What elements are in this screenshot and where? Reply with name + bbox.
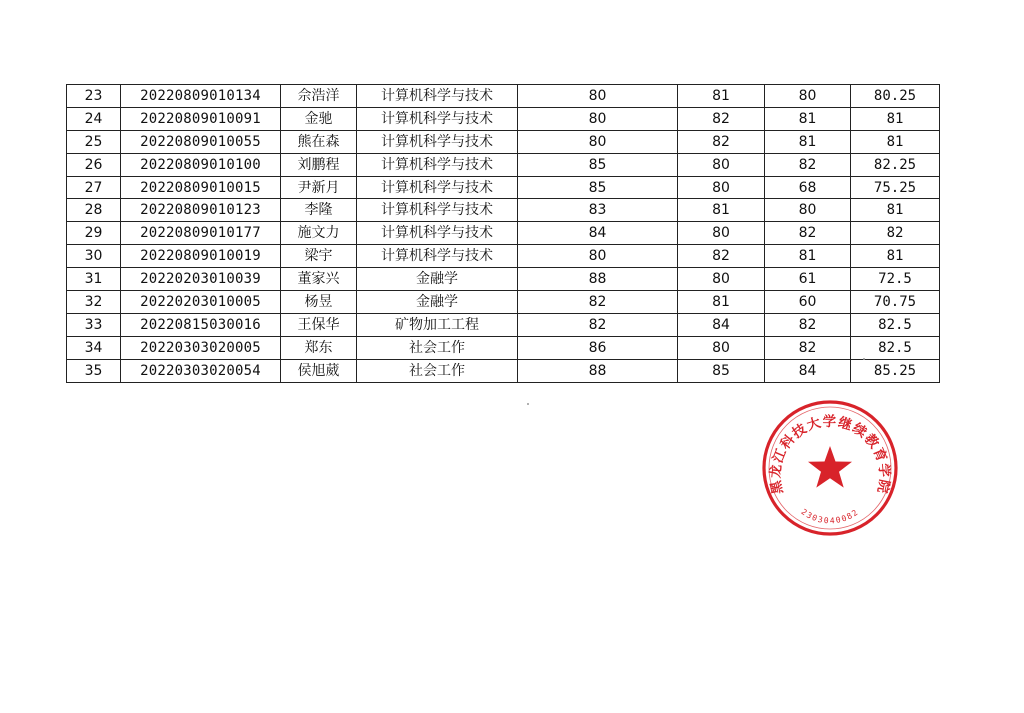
score-2-cell: 82: [678, 245, 765, 268]
student-name-cell: 佘浩洋: [281, 85, 357, 108]
student-name-cell: 刘鹏程: [281, 153, 357, 176]
row-number-cell: 34: [67, 336, 121, 359]
score-2-cell: 80: [678, 153, 765, 176]
score-2-cell: 80: [678, 336, 765, 359]
score-3-cell: 80: [765, 85, 851, 108]
student-name-cell: 杨昱: [281, 291, 357, 314]
score-3-cell: 81: [765, 107, 851, 130]
major-cell: 金融学: [357, 268, 518, 291]
table-row: [67, 313, 940, 336]
student-name-cell: 侯旭葳: [281, 359, 357, 382]
total-score-cell: 80.25: [851, 85, 940, 108]
total-score-cell: 82.25: [851, 153, 940, 176]
row-number-cell: 25: [67, 130, 121, 153]
student-id-cell: 20220815030016: [121, 313, 281, 336]
student-name-cell: 王保华: [281, 313, 357, 336]
score-1-cell: 82: [518, 313, 678, 336]
score-2-cell: 80: [678, 176, 765, 199]
score-1-cell: 80: [518, 130, 678, 153]
total-score-cell: 81: [851, 245, 940, 268]
student-id-cell: 20220303020005: [121, 336, 281, 359]
total-score-cell: 81: [851, 199, 940, 222]
score-2-cell: 81: [678, 199, 765, 222]
score-1-cell: 85: [518, 153, 678, 176]
row-number-cell: 23: [67, 85, 121, 108]
score-3-cell: 80: [765, 199, 851, 222]
total-score-cell: 82.5: [851, 313, 940, 336]
total-score-cell: 82: [851, 222, 940, 245]
total-score-cell: 82.5: [851, 336, 940, 359]
score-3-cell: 84: [765, 359, 851, 382]
table-row: [67, 130, 940, 153]
student-id-cell: 20220203010039: [121, 268, 281, 291]
score-1-cell: 80: [518, 107, 678, 130]
official-seal: [760, 398, 900, 538]
score-2-cell: 81: [678, 291, 765, 314]
student-name-cell: 金驰: [281, 107, 357, 130]
score-1-cell: 83: [518, 199, 678, 222]
row-number-cell: 35: [67, 359, 121, 382]
row-number-cell: 32: [67, 291, 121, 314]
major-cell: 计算机科学与技术: [357, 85, 518, 108]
table-row: [67, 359, 940, 382]
student-id-cell: 20220809010123: [121, 199, 281, 222]
score-2-cell: 82: [678, 107, 765, 130]
star-icon: [808, 446, 852, 488]
score-3-cell: 81: [765, 130, 851, 153]
total-score-cell: 70.75: [851, 291, 940, 314]
major-cell: 计算机科学与技术: [357, 176, 518, 199]
student-id-cell: 20220303020054: [121, 359, 281, 382]
table-row: [67, 245, 940, 268]
score-table-body: [67, 85, 940, 383]
table-row: [67, 268, 940, 291]
major-cell: 计算机科学与技术: [357, 107, 518, 130]
score-3-cell: 82: [765, 313, 851, 336]
row-number-cell: 30: [67, 245, 121, 268]
student-id-cell: 20220809010055: [121, 130, 281, 153]
total-score-cell: 85.25: [851, 359, 940, 382]
row-number-cell: 28: [67, 199, 121, 222]
total-score-cell: 75.25: [851, 176, 940, 199]
table-row: [67, 291, 940, 314]
table-row: [67, 153, 940, 176]
student-id-cell: 20220203010005: [121, 291, 281, 314]
score-1-cell: 86: [518, 336, 678, 359]
score-3-cell: 82: [765, 336, 851, 359]
table-row: [67, 222, 940, 245]
total-score-cell: 72.5: [851, 268, 940, 291]
student-id-cell: 20220809010091: [121, 107, 281, 130]
score-3-cell: 68: [765, 176, 851, 199]
score-1-cell: 88: [518, 359, 678, 382]
score-3-cell: 60: [765, 291, 851, 314]
row-number-cell: 26: [67, 153, 121, 176]
major-cell: 金融学: [357, 291, 518, 314]
total-score-cell: 81: [851, 107, 940, 130]
student-id-cell: 20220809010177: [121, 222, 281, 245]
table-row: [67, 85, 940, 108]
score-1-cell: 84: [518, 222, 678, 245]
student-id-cell: 20220809010100: [121, 153, 281, 176]
table-row: [67, 336, 940, 359]
student-name-cell: 董家兴: [281, 268, 357, 291]
row-number-cell: 27: [67, 176, 121, 199]
score-2-cell: 80: [678, 222, 765, 245]
score-1-cell: 85: [518, 176, 678, 199]
row-number-cell: 33: [67, 313, 121, 336]
major-cell: 社会工作: [357, 336, 518, 359]
seal-code-path: 2303040082: [799, 507, 861, 526]
scan-speck: [527, 403, 529, 405]
student-name-cell: 梁宇: [281, 245, 357, 268]
score-3-cell: 81: [765, 245, 851, 268]
row-number-cell: 24: [67, 107, 121, 130]
student-name-cell: 李隆: [281, 199, 357, 222]
major-cell: 计算机科学与技术: [357, 245, 518, 268]
score-3-cell: 61: [765, 268, 851, 291]
major-cell: 计算机科学与技术: [357, 222, 518, 245]
score-2-cell: 85: [678, 359, 765, 382]
table-row: [67, 107, 940, 130]
major-cell: 计算机科学与技术: [357, 199, 518, 222]
score-1-cell: 88: [518, 268, 678, 291]
major-cell: 计算机科学与技术: [357, 153, 518, 176]
row-number-cell: 29: [67, 222, 121, 245]
table-row: [67, 199, 940, 222]
major-cell: 计算机科学与技术: [357, 130, 518, 153]
table-row: [67, 176, 940, 199]
score-2-cell: 81: [678, 85, 765, 108]
major-cell: 社会工作: [357, 359, 518, 382]
student-name-cell: 郑东: [281, 336, 357, 359]
total-score-cell: 81: [851, 130, 940, 153]
student-name-cell: 熊在森: [281, 130, 357, 153]
student-id-cell: 20220809010015: [121, 176, 281, 199]
major-cell: 矿物加工工程: [357, 313, 518, 336]
scan-speck: [863, 358, 865, 360]
score-table: [66, 84, 940, 383]
score-1-cell: 80: [518, 245, 678, 268]
score-1-cell: 80: [518, 85, 678, 108]
score-3-cell: 82: [765, 222, 851, 245]
score-2-cell: 80: [678, 268, 765, 291]
score-2-cell: 84: [678, 313, 765, 336]
score-1-cell: 82: [518, 291, 678, 314]
seal-text-path: 黑龙江科技大学继续教育学院: [767, 413, 893, 496]
student-name-cell: 尹新月: [281, 176, 357, 199]
student-id-cell: 20220809010019: [121, 245, 281, 268]
student-id-cell: 20220809010134: [121, 85, 281, 108]
student-name-cell: 施文力: [281, 222, 357, 245]
score-3-cell: 82: [765, 153, 851, 176]
row-number-cell: 31: [67, 268, 121, 291]
score-2-cell: 82: [678, 130, 765, 153]
seal-code: [799, 507, 860, 525]
